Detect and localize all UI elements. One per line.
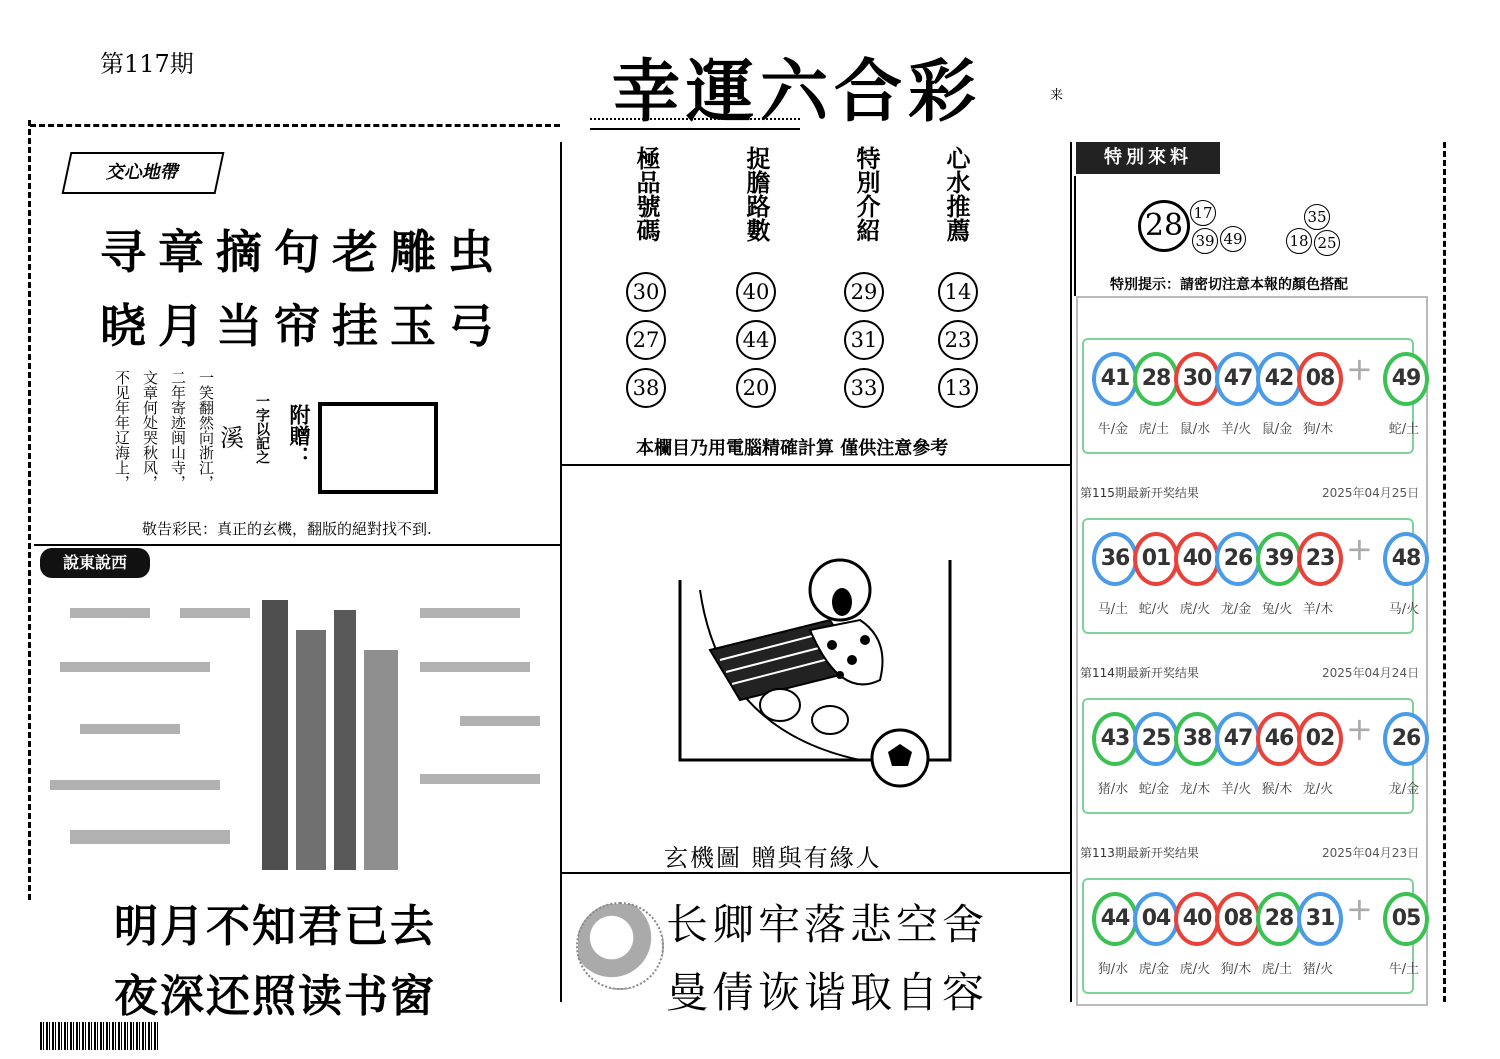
zodiac-label: 虎/火	[1179, 962, 1211, 977]
draw-ball: 30	[1174, 352, 1220, 406]
tag-shuodong	[40, 548, 150, 578]
zodiac-label: 蛇/金	[1138, 782, 1170, 797]
special-ball: 05	[1383, 892, 1429, 946]
result-date: 2025年04月25日	[1322, 486, 1420, 500]
calc-note: 本欄目乃用電腦精確計算 僅供注意參考	[636, 438, 949, 459]
draw-ball: 08	[1215, 892, 1261, 946]
small-ball: 35	[1304, 204, 1330, 230]
small-ball: 49	[1220, 226, 1246, 252]
number-circle: 23	[938, 320, 978, 360]
draw-ball: 41	[1092, 352, 1138, 406]
center-top-divider	[560, 464, 1070, 466]
right-top-box	[1074, 176, 1076, 296]
zodiac-label: 猪/水	[1097, 782, 1129, 797]
result-card	[1082, 878, 1421, 994]
verse-col-1: 一笑翻然向浙江，	[197, 370, 215, 490]
result-card	[1082, 518, 1421, 634]
result-heading: 第113期最新开奖结果	[1080, 846, 1199, 860]
result-heading: 第114期最新开奖结果	[1080, 666, 1199, 680]
plus-sign: +	[1346, 890, 1373, 928]
cartoon-mouse-in-bed	[660, 530, 960, 790]
yin-yang-emblem	[576, 902, 664, 990]
verse-col-3: 文章何处哭秋风，	[141, 370, 159, 490]
poem-line-1: 寻章摘句老雕虫	[100, 225, 506, 279]
zodiac-label: 狗/木	[1220, 962, 1252, 977]
zodiac-label: 龙/金	[1220, 602, 1252, 617]
small-ball: 39	[1192, 228, 1218, 254]
draw-ball: 01	[1133, 532, 1179, 586]
col-head-3: 特別介紹	[852, 146, 881, 242]
zodiac-label: 龙/木	[1179, 782, 1211, 797]
title-ornament	[590, 118, 800, 130]
draw-ball: 31	[1297, 892, 1343, 946]
faded-scan-illustration	[40, 590, 556, 880]
zodiac-label: 蛇/火	[1138, 602, 1170, 617]
special-ball: 49	[1383, 352, 1429, 406]
draw-ball: 23	[1297, 532, 1343, 586]
col-head-1: 極品號碼	[632, 146, 661, 242]
number-circle: 33	[844, 368, 884, 408]
left-mid-divider	[34, 544, 560, 546]
small-ball: 17	[1190, 200, 1216, 226]
barcode	[40, 1022, 160, 1050]
result-date: 2025年04月24日	[1322, 666, 1420, 680]
result-card	[1082, 698, 1421, 814]
plus-sign: +	[1346, 710, 1373, 748]
zodiac-label: 蛇/土	[1388, 422, 1420, 437]
title-tail: 来	[1050, 88, 1064, 103]
number-circle: 13	[938, 368, 978, 408]
zodiac-label: 虎/金	[1138, 962, 1170, 977]
tag-jiaoxin	[62, 152, 225, 194]
draw-ball: 42	[1256, 352, 1302, 406]
plus-sign: +	[1346, 530, 1373, 568]
special-ball: 48	[1383, 532, 1429, 586]
page-title: 幸運六合彩	[612, 52, 983, 132]
right-vine-border	[1437, 142, 1446, 1002]
zodiac-label: 羊/火	[1220, 422, 1252, 437]
answer-box	[318, 402, 438, 494]
result-date: 2025年04月23日	[1322, 846, 1420, 860]
zodiac-label: 牛/金	[1097, 422, 1129, 437]
zodiac-label: 鼠/水	[1179, 422, 1211, 437]
tag-jiaoxin-label: 交心地帶	[104, 162, 182, 183]
zodiac-label: 兔/火	[1261, 602, 1293, 617]
zodiac-label: 狗/水	[1097, 962, 1129, 977]
zodiac-label: 龙/金	[1388, 782, 1420, 797]
draw-ball: 25	[1133, 712, 1179, 766]
zodiac-label: 羊/火	[1220, 782, 1252, 797]
small-ball: 25	[1314, 230, 1340, 256]
number-circle: 27	[626, 320, 666, 360]
col-head-4: 心水推薦	[942, 146, 971, 242]
zodiac-label: 羊/木	[1302, 602, 1334, 617]
draw-ball: 08	[1297, 352, 1343, 406]
number-circle: 30	[626, 272, 666, 312]
draw-ball: 40	[1174, 532, 1220, 586]
tag-shuodong-label: 說東說西	[62, 553, 127, 572]
draw-ball: 38	[1174, 712, 1220, 766]
number-circle: 44	[736, 320, 776, 360]
draw-ball: 04	[1133, 892, 1179, 946]
left-vine-border	[28, 120, 37, 900]
poem-line-2: 晓月当帘挂玉弓	[100, 299, 506, 353]
issue-number: 第117期	[100, 50, 194, 78]
number-circle: 20	[736, 368, 776, 408]
zodiac-label: 龙/火	[1302, 782, 1334, 797]
zodiac-label: 牛/土	[1388, 962, 1420, 977]
draw-ball: 43	[1092, 712, 1138, 766]
verse-col-2: 二年寄迹闽山寺，	[169, 370, 187, 490]
special-ball: 26	[1383, 712, 1429, 766]
center-right-divider	[1070, 142, 1072, 1002]
result-card	[1082, 338, 1421, 454]
bottom-poem-line-2: 曼倩诙谐取自容	[666, 968, 989, 1017]
zodiac-label: 猴/木	[1261, 782, 1293, 797]
tag-special-material-label: 特別來料	[1104, 147, 1192, 168]
gift-label: 附贈：	[287, 404, 312, 467]
zodiac-label: 虎/火	[1179, 602, 1211, 617]
cartoon-illustration	[660, 530, 960, 790]
zodiac-label: 鼠/金	[1261, 422, 1293, 437]
zodiac-label: 猪/火	[1302, 962, 1334, 977]
special-tip: 特別提示：請密切注意本報的顏色搭配	[1110, 277, 1348, 293]
draw-ball: 44	[1092, 892, 1138, 946]
chat-poem-line-2: 夜深还照读书窗	[114, 971, 436, 1022]
bottom-poem-line-1: 长卿牢落悲空舍	[666, 900, 989, 949]
result-heading: 第115期最新开奖结果	[1080, 486, 1199, 500]
draw-ball: 28	[1133, 352, 1179, 406]
small-ball: 18	[1286, 228, 1312, 254]
stream-char: 溪	[220, 424, 244, 452]
verse-col-4: 不见年年辽海上，	[113, 370, 131, 490]
number-circle: 29	[844, 272, 884, 312]
hint-text: 一字以記之	[254, 394, 270, 464]
draw-ball: 26	[1215, 532, 1261, 586]
zodiac-label: 狗/木	[1302, 422, 1334, 437]
number-circle: 40	[736, 272, 776, 312]
main-special-ball: 28	[1138, 200, 1190, 252]
number-circle: 38	[626, 368, 666, 408]
zodiac-label: 马/土	[1097, 602, 1129, 617]
draw-ball: 36	[1092, 532, 1138, 586]
draw-ball: 02	[1297, 712, 1343, 766]
draw-ball: 39	[1256, 532, 1302, 586]
number-circle: 31	[844, 320, 884, 360]
number-circle: 14	[938, 272, 978, 312]
zodiac-label: 虎/土	[1138, 422, 1170, 437]
plus-sign: +	[1346, 350, 1373, 388]
notice-text: 敬告彩民：真正的玄機，翻版的絕對找不到.	[142, 520, 432, 538]
draw-ball: 28	[1256, 892, 1302, 946]
zodiac-label: 虎/土	[1261, 962, 1293, 977]
draw-ball: 40	[1174, 892, 1220, 946]
faded-text-image	[40, 590, 556, 880]
zodiac-label: 马/火	[1388, 602, 1420, 617]
tag-special-material	[1076, 142, 1220, 174]
chat-poem-line-1: 明月不知君已去	[114, 901, 436, 952]
draw-ball: 46	[1256, 712, 1302, 766]
cartoon-caption: 玄機圖 贈與有緣人	[664, 844, 882, 872]
top-left-border	[30, 124, 560, 127]
draw-ball: 47	[1215, 712, 1261, 766]
draw-ball: 47	[1215, 352, 1261, 406]
col-head-2: 捉膽路數	[742, 146, 771, 242]
